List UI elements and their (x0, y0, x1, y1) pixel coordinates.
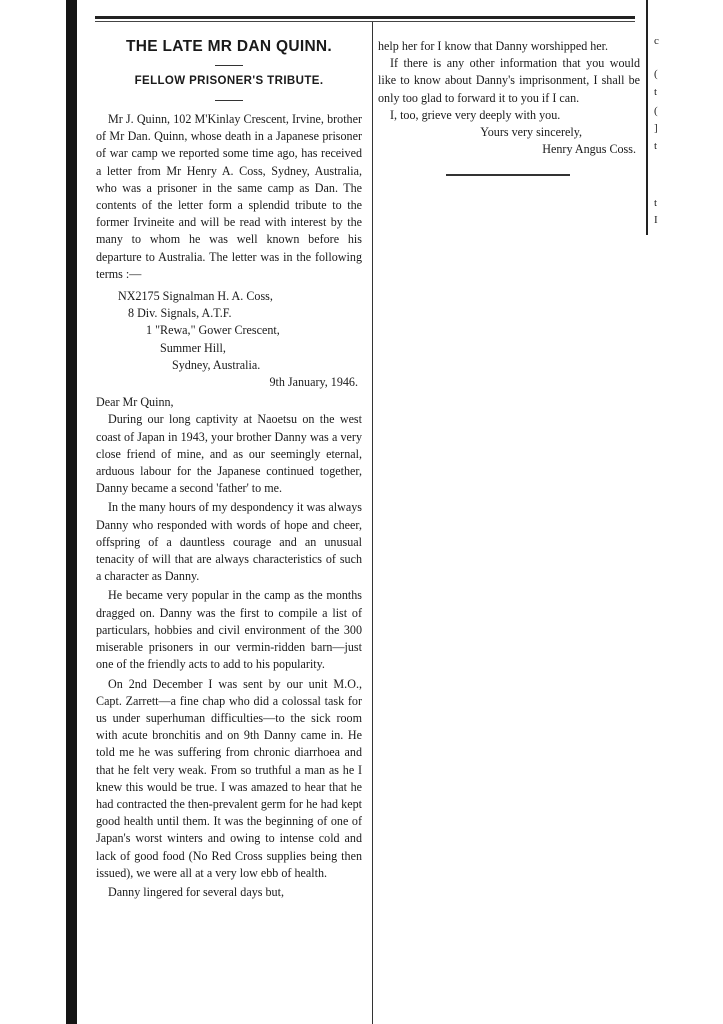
title-separator (215, 65, 243, 66)
article-title: THE LATE MR DAN QUINN. (125, 38, 333, 55)
subtitle-separator (215, 100, 243, 101)
right-column-divider (646, 0, 648, 235)
column-divider (372, 22, 373, 1024)
body-paragraph: Danny lingered for several days but, (108, 884, 284, 899)
article-left-column (96, 30, 362, 901)
address-line: 1 "Rewa," Gower Crescent, (146, 323, 280, 338)
body-paragraph: During our long captivity at Naoetsu on the west coast of Japan in 1943, your brother Danny was a very close friend of mine, and as our seemingly eternal, arduous labour for the Japanese continued together, Danny became a second 'father' to me. (96, 412, 362, 496)
intro-paragraph: Mr J. Quinn, 102 M'Kinlay Crescent, Irvine, brother of Mr Dan. Quinn, whose death in a Japanese prisoner of war camp we reported some time ago, has received a letter from Mr Henry A. Coss, Sydney, Australia, who was a prisoner in the same camp as Dan. The contents of the letter form a splendid tribute to the former Irvineite and will be read with interest by the many to whom he was well known before his departure to Australia. The letter was in the following terms :— (96, 112, 362, 281)
body-paragraph: In the many hours of my despondency it was always Danny who responded with words of hope and cheer, offspring of a dauntless courage and an unusual tenacity of will that are always characteristics of such a character as Danny. (96, 500, 362, 584)
top-rule (95, 16, 635, 19)
article-right-column (378, 38, 640, 176)
margin-fragment: t (654, 86, 658, 98)
margin-fragment: t (654, 197, 658, 209)
letter-date: 9th January, 1946. (269, 375, 358, 390)
margin-fragment: t (654, 140, 658, 152)
address-line: 8 Div. Signals, A.T.F. (128, 306, 232, 321)
margin-fragment: c (654, 35, 659, 47)
address-line: NX2175 Signalman H. A. Coss, (118, 289, 273, 304)
margin-fragment: ( (654, 105, 658, 117)
body-paragraph: If there is any other information that you would like to know about Danny's imprisonment, I shall be only too glad to forward it to you if I can. (378, 56, 640, 105)
letter-signature: Henry Angus Coss. (542, 142, 636, 157)
letter-closing: Yours very sincerely, (480, 125, 582, 140)
article-end-rule (446, 174, 570, 176)
continued-paragraph: help her for I know that Danny worshipped her. (378, 39, 609, 53)
margin-fragment: ] (654, 122, 658, 134)
address-line: Summer Hill, (160, 340, 226, 355)
salutation: Dear Mr Quinn, (96, 395, 174, 410)
letter-address-block (96, 288, 362, 391)
article-subtitle: FELLOW PRISONER'S TRIBUTE. (134, 75, 324, 87)
address-line: Sydney, Australia. (172, 357, 261, 372)
body-paragraph: I, too, grieve very deeply with you. (390, 107, 561, 122)
body-paragraph: He became very popular in the camp as the months dragged on. Danny was the first to compile a list of particulars, hobbies and civil environment of the 300 miserable prisoners in our vermin-ridden barn—just one of the friendly acts to add to his popularity. (96, 588, 362, 672)
page-binding-edge (66, 0, 77, 1024)
margin-fragment: I (654, 214, 658, 226)
margin-fragment: ( (654, 68, 658, 80)
top-rule-thin (95, 21, 635, 22)
body-paragraph: On 2nd December I was sent by our unit M.O., Capt. Zarrett—a fine chap who did a colossal task for us under superhuman difficulties—to the sick room with acute bronchitis and on 9th Danny came in. He told me he was suffering from chronic diarrhoea and that he felt very weak. From so truthful a man as he I knew this would be true. I was amazed to hear that he had contracted the then-prevalent germ for he had kept good health until them. It was the beginning of one of Japan's worst winters and owing to intense cold and lack of good food (No Red Cross supplies being then issued), we were all at a very low ebb of health. (96, 676, 362, 880)
